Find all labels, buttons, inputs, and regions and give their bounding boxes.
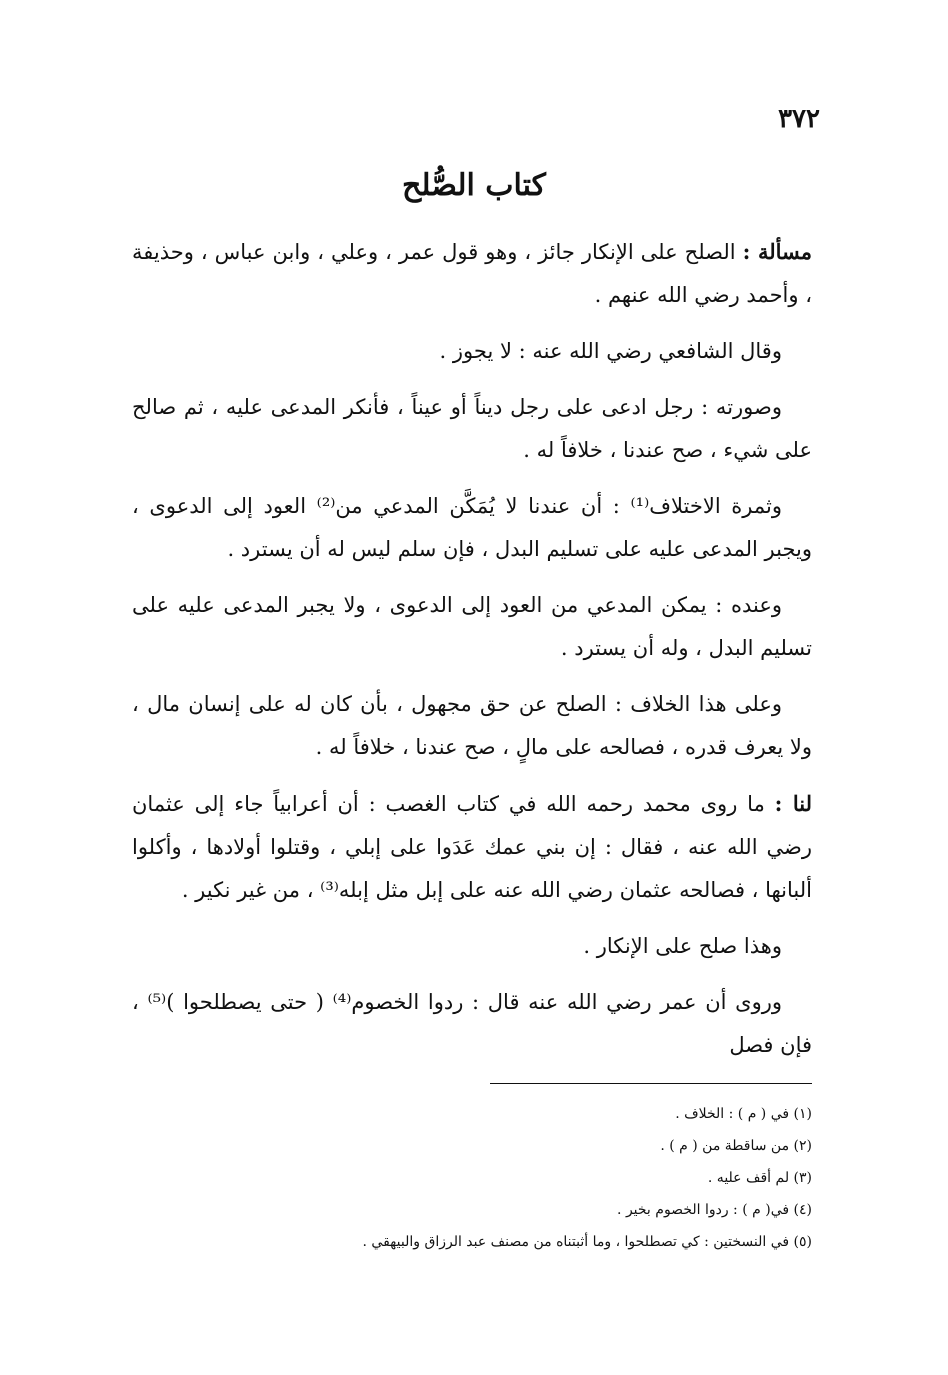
page-number: ٣٧٢ xyxy=(778,104,820,134)
paragraph-unknown-right xyxy=(132,683,812,769)
paragraph-text: وهذا صلح على الإنكار . xyxy=(583,934,782,958)
paragraph-issue xyxy=(132,230,812,317)
paragraph-text: وصورته : رجل ادعى على رجل ديناً أو عيناً ، فأنكر المدعى عليه ، ثم صالح على شيء ، صح عندنا ، خلافاً له . xyxy=(132,395,812,462)
paragraph-lead: مسألة : xyxy=(742,239,812,264)
footnote: (٣) لم أقف عليه . xyxy=(707,1170,812,1186)
paragraph-evidence xyxy=(132,782,812,912)
footnote-divider xyxy=(490,1083,812,1084)
paragraph-text: وقال الشافعي رضي الله عنه : لا يجوز . xyxy=(439,339,782,363)
paragraph-text: وعلى هذا الخلاف : الصلح عن حق مجهول ، بأن كان له على إنسان مال ، ولا يعرف قدره ، فصالحه على مالٍ ، صح عندنا ، خلافاً له . xyxy=(132,692,812,759)
chapter-title: كتاب الصُّلح xyxy=(402,168,546,203)
paragraph-conclusion xyxy=(132,925,812,968)
footnote: (٤) في( م ) : ردوا الخصوم بخير . xyxy=(617,1202,812,1218)
paragraph-opposing-view xyxy=(132,584,812,670)
paragraph-text: وثمرة الاختلاف⁽¹⁾ : أن عندنا لا يُمَكَّن المدعي من⁽²⁾ العود إلى الدعوى ، ويجبر المدعى عليه على تسليم البدل ، فإن سلم ليس له أن يسترد . xyxy=(132,494,812,561)
main-text xyxy=(132,230,812,1080)
paragraph-case-description xyxy=(132,386,812,472)
paragraph-umar-narration xyxy=(132,981,812,1067)
paragraph-disagreement-outcome xyxy=(132,485,812,571)
paragraph-text: الصلح على الإنكار جائز ، وهو قول عمر ، وعلي ، وابن عباس ، وحذيفة ، وأحمد رضي الله عنهم . xyxy=(132,240,812,307)
footnotes xyxy=(132,1098,812,1258)
paragraph-text: وعنده : يمكن المدعي من العود إلى الدعوى ، ولا يجبر المدعى عليه على تسليم البدل ، وله أن يسترد . xyxy=(132,593,812,660)
paragraph-text: ما روى محمد رحمه الله في كتاب الغصب : أن أعرابياً جاء إلى عثمان رضي الله عنه ، فقال : إن بني عمك عَدَوا على إبلي ، وقتلوا أولادها ، وأكلوا ألبانها ، فصالحه عثمان رضي الله عنه على إبل مثل إبله⁽³⁾ ، من غير نكير . xyxy=(132,792,812,902)
paragraph-lead: لنا : xyxy=(774,791,812,816)
footnote: (٢) من ساقطة من ( م ) . xyxy=(660,1138,812,1154)
paragraph-text: وروى أن عمر رضي الله عنه قال : ردوا الخصوم⁽⁴⁾ ( حتى يصطلحوا )⁽⁵⁾ ، فإن فصل xyxy=(132,990,812,1057)
paragraph-shafii-opinion xyxy=(132,330,812,373)
footnote: (٥) في النسختين : كي تصطلحوا ، وما أثبتناه من مصنف عبد الرزاق والبيهقي . xyxy=(362,1234,812,1250)
footnote: (١) في ( م ) : الخلاف . xyxy=(675,1106,812,1122)
